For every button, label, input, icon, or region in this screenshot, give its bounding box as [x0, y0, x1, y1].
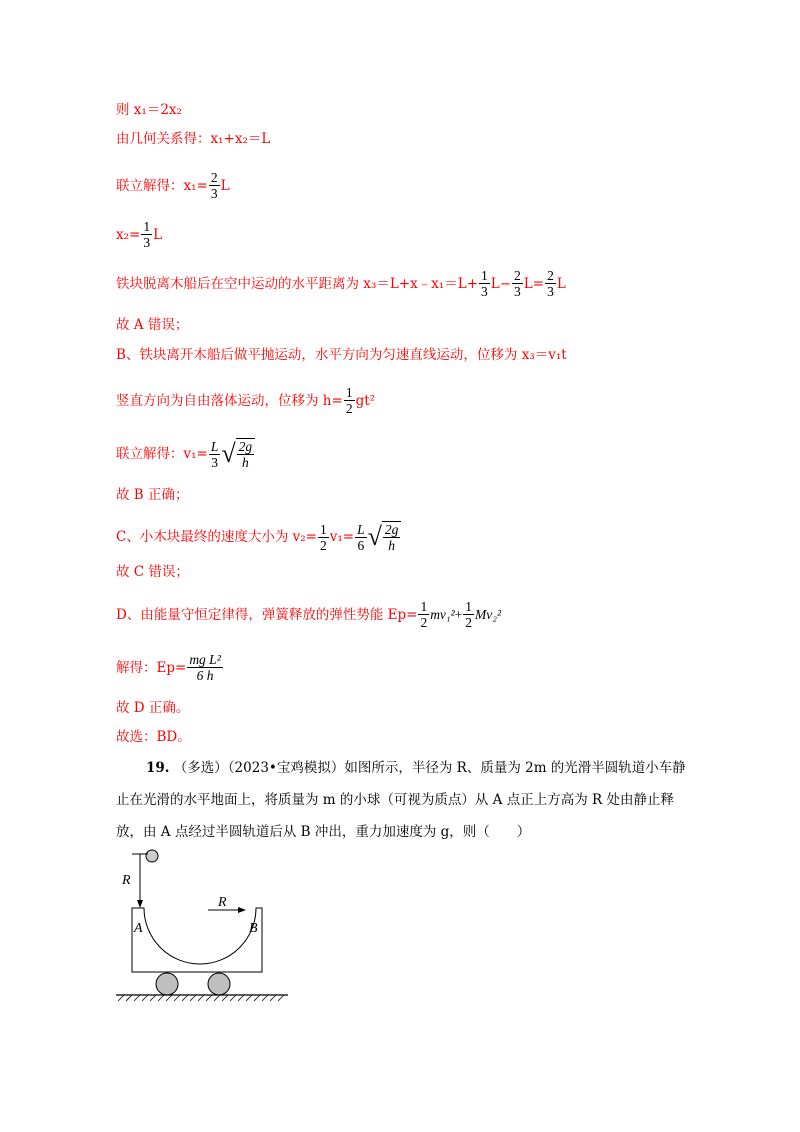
fraction-1-2	[463, 599, 474, 630]
fraction-1-2	[418, 599, 429, 630]
figure-cart-track	[112, 846, 292, 1006]
den: 2	[319, 537, 327, 553]
term-mv1: mv₁²	[430, 606, 455, 622]
line-5	[116, 268, 566, 299]
line-4	[116, 219, 162, 250]
ball	[146, 850, 158, 862]
term-Mv2: Mv₂²	[475, 606, 502, 622]
text: L	[153, 226, 163, 243]
den: 3	[481, 284, 488, 299]
den: 2	[345, 401, 353, 416]
fraction	[512, 268, 523, 299]
num: 1	[345, 385, 353, 400]
line-13	[116, 599, 501, 630]
text: L	[220, 177, 230, 194]
text: L	[490, 275, 500, 292]
question-number: 19.	[146, 760, 170, 776]
den: 2	[420, 615, 428, 630]
question-19	[116, 752, 686, 848]
text: 故 A 错误；	[116, 317, 189, 333]
label-R-vertical: R	[122, 873, 131, 888]
label-B: B	[249, 921, 258, 936]
line-1	[116, 101, 182, 119]
text: D、由能量守恒定律得，弹簧释放的弹性势能 Ep=	[116, 606, 418, 623]
line-2	[116, 130, 270, 148]
text: =	[342, 529, 355, 545]
num: 2g	[384, 522, 399, 537]
line-15	[116, 699, 189, 717]
sqrt-2g-h: √ $\frac{2g}{h}$	[221, 438, 255, 470]
sqrt-2g-h: √ $\frac{2g}{h}$	[368, 521, 402, 553]
arrowhead	[137, 900, 143, 908]
den: 6	[357, 537, 365, 553]
text: 故 B 正确；	[116, 487, 189, 503]
ground-hatch	[118, 995, 284, 1001]
fraction-2-3	[209, 170, 220, 201]
line-3	[116, 170, 230, 201]
text: +	[454, 606, 463, 622]
label-A: A	[134, 921, 143, 936]
line-9	[116, 438, 255, 470]
text: =	[532, 275, 545, 292]
line-7	[116, 346, 567, 364]
fraction	[237, 439, 255, 470]
text: L	[556, 275, 566, 292]
wheel-left	[156, 973, 178, 995]
text: 由几何关系得：x₁+x₂＝L	[116, 131, 271, 147]
text: 联立解得：v₁=	[116, 446, 208, 462]
line-11	[116, 521, 401, 553]
fraction-mgL2-6h	[187, 652, 222, 683]
num: 1	[481, 268, 488, 283]
num: 2	[547, 268, 554, 283]
label-R-radius: R	[218, 895, 227, 910]
num: 1	[465, 599, 473, 614]
num: 2g	[238, 439, 253, 454]
den: 6 h	[196, 668, 214, 683]
line-14	[116, 652, 224, 683]
text: 故选：BD。	[116, 729, 191, 745]
fraction	[479, 268, 490, 299]
num: L	[210, 438, 219, 454]
text: x₂=	[116, 226, 141, 243]
text: 则 x₁＝2x₂	[116, 102, 182, 118]
line-8	[116, 385, 375, 416]
fraction-1-2	[318, 522, 329, 553]
question-text: （多选）（2023•宝鸡模拟）如图所示，半径为 R、质量为 2m 的光滑半圆轨道小车静止在光滑的水平地面上，将质量为 m 的小球（可视为质点）从 A 点正上方高为 R 处由静止释放，由 A 点经过半圆轨道后从 B 冲出，重力加速度为 g，则（ ）	[116, 760, 686, 840]
text: L	[523, 275, 533, 292]
fraction	[383, 522, 401, 553]
text: C、小木块最终的速度大小为 v₂=	[116, 529, 317, 545]
num: 1	[143, 219, 151, 234]
den: h	[388, 538, 396, 553]
den: 3	[210, 186, 218, 201]
text: −	[499, 275, 512, 292]
text: v₁	[329, 529, 343, 545]
fraction-L-3	[209, 439, 221, 470]
num: L	[357, 521, 365, 537]
fraction-1-3	[141, 219, 152, 250]
text: 故 C 错误；	[116, 564, 189, 580]
den: 3	[211, 454, 218, 470]
line-10	[116, 486, 189, 504]
text: B、铁块离开木船后做平抛运动，水平方向为匀速直线运动，位移为 x₃＝v₁t	[116, 347, 567, 363]
cart-body	[132, 908, 262, 972]
line-6	[116, 316, 188, 334]
num: 2	[210, 170, 218, 185]
den: 3	[143, 235, 151, 250]
text: gt²	[355, 392, 376, 409]
fraction-1-2	[344, 385, 355, 416]
arrowhead	[238, 907, 246, 913]
num: 1	[319, 521, 327, 537]
wheel-right	[208, 973, 230, 995]
fraction	[545, 268, 556, 299]
text: 故 D 正确。	[116, 700, 190, 716]
num: mg L²	[189, 652, 221, 667]
den: h	[242, 455, 249, 470]
den: 3	[547, 284, 554, 299]
text: 铁块脱离木船后在空中运动的水平距离为 x₃＝L+x﹣x₁＝L+	[116, 275, 479, 292]
text: 联立解得：x₁=	[116, 177, 208, 194]
fraction-L-6	[355, 522, 367, 553]
text: 竖直方向为自由落体运动，位移为 h=	[116, 392, 343, 409]
line-16	[116, 728, 191, 746]
den: 2	[465, 615, 473, 630]
text: 解得：Ep=	[116, 659, 187, 676]
den: 3	[514, 284, 521, 299]
line-12	[116, 563, 189, 581]
num: 2	[514, 268, 521, 283]
num: 1	[420, 599, 428, 614]
